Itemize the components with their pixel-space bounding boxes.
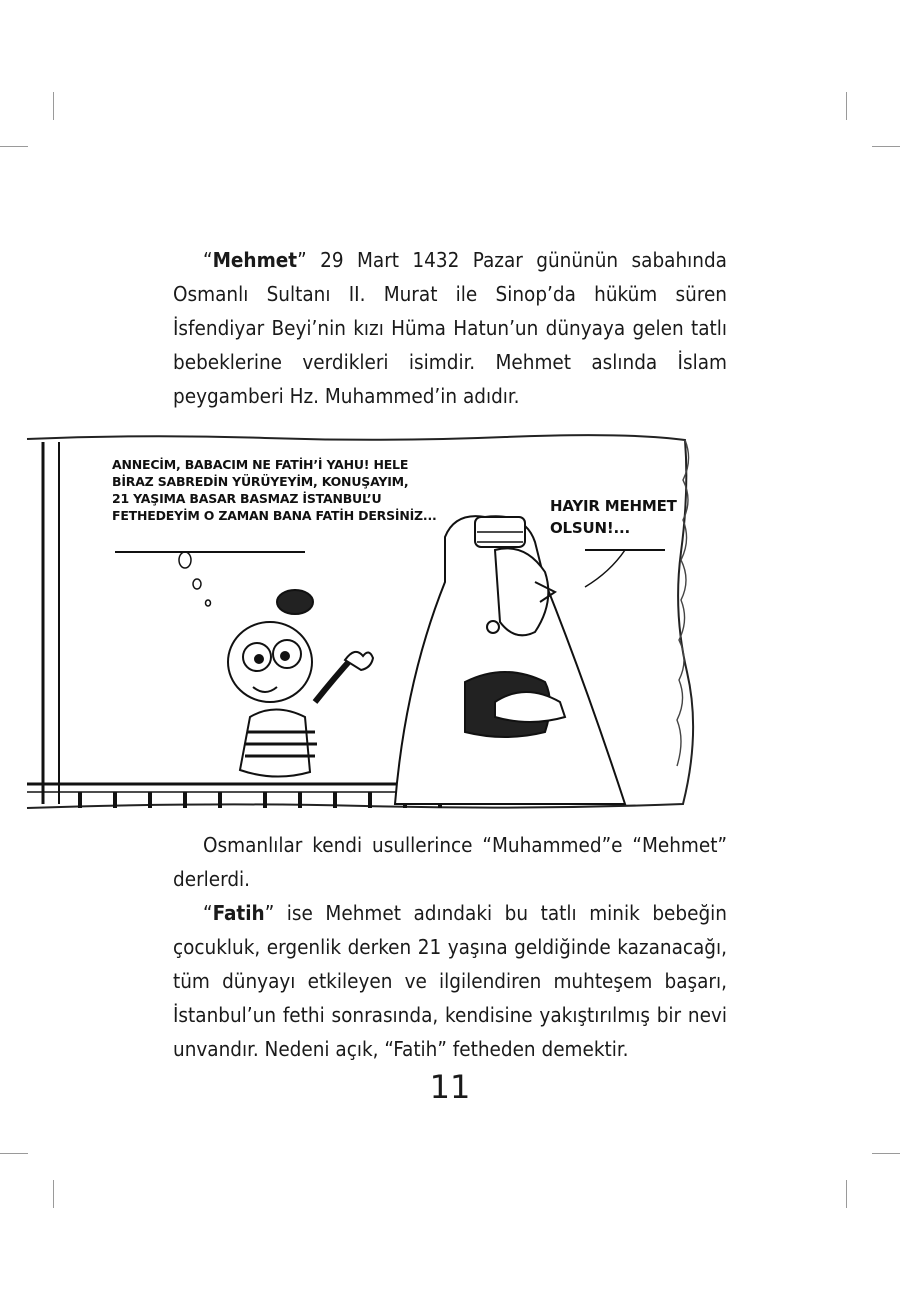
paragraph-body bbox=[173, 828, 727, 1066]
crop-mark bbox=[846, 92, 847, 120]
bold-name-mehmet: Mehmet bbox=[212, 248, 298, 272]
paragraph-muhammed: Osmanlılar kendi usullerince “Muhammed”e “Mehmet” derlerdi. bbox=[173, 833, 727, 891]
crop-mark bbox=[0, 1153, 28, 1154]
crop-mark bbox=[846, 1180, 847, 1208]
crop-mark bbox=[872, 1153, 900, 1154]
crop-mark bbox=[53, 1180, 54, 1208]
page-number: 11 bbox=[429, 1068, 471, 1106]
speech-bubble-mother: HAYIR MEHMET OLSUN!... bbox=[550, 497, 677, 537]
speech-bubble-baby: ANNECİM, BABACIM NE FATİH’İ YAHU! HELE BİRAZ SABREDİN YÜRÜYEYİM, KONUŞAYIM, 21 YAŞIMA BASAR BASMAZ İSTANBUL’U FETHEDEYİM O ZAMAN BANA FATİH DERSİNİZ... bbox=[112, 457, 437, 523]
bold-name-fatih: Fatih bbox=[212, 901, 265, 925]
crop-mark bbox=[872, 146, 900, 147]
paragraph-intro: “Mehmet” 29 Mart 1432 Pazar gününün sabahında Osmanlı Sultanı II. Murat ile Sinop’da hüküm süren İsfendiyar Beyi’nin kızı Hüma Hatun’un dünyaya gelen tatlı bebeklerine verdikleri isimdir. Mehmet aslında İslam peygamberi Hz. Muhammed’in adıdır. bbox=[173, 248, 727, 408]
paragraph-fatih: “Fatih” ise Mehmet adındaki bu tatlı minik bebeğin çocukluk, ergenlik derken 21 yaşına geldiğinde kazanacağı, tüm dünyayı etkileyen ve ilgilendiren muhteşem başarı, İstanbul’un fethi sonrasında, kendisine yakıştırılmış bir nevi unvandır. Nedeni açık, “Fatih” fetheden demektir. bbox=[173, 901, 727, 1061]
crop-mark bbox=[0, 146, 28, 147]
crop-mark bbox=[53, 92, 54, 120]
